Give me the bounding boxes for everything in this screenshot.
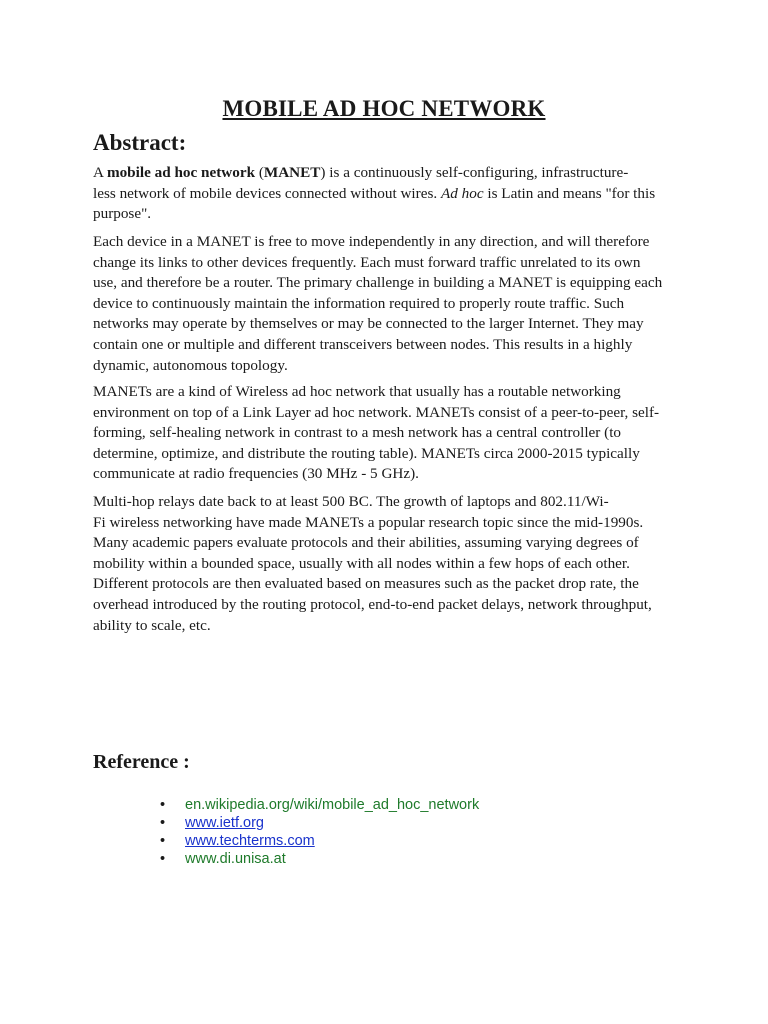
- paragraph-line: environment on top of a Link Layer ad hoc network. MANETs consist of a peer-to-peer, self-: [93, 403, 660, 421]
- bullet-icon: •: [160, 851, 166, 867]
- reference-item-techterms: [160, 832, 479, 850]
- paragraph-line: Fi wireless networking have made MANETs a popular research topic since the mid-1990s.: [93, 513, 644, 531]
- paragraph-line: use, and therefore be a router. The primary challenge in building a MANET is equipping each: [93, 274, 663, 292]
- acronym-bold: MANET: [263, 164, 321, 181]
- paragraph-line: dynamic, autonomous topology.: [93, 356, 288, 374]
- abstract-heading: Abstract:: [93, 130, 187, 155]
- paragraph-line: contain one or multiple and different transceivers between nodes. This results in a highly: [93, 335, 633, 353]
- reference-heading: Reference :: [93, 751, 190, 773]
- paragraph-line: less network of mobile devices connected without wires. Ad hoc is Latin and means "for this: [93, 184, 656, 202]
- paragraph-line: forming, self-healing network in contrast to a mesh network has a central controller (to: [93, 424, 622, 442]
- paragraph-line: overhead introduced by the routing protocol, end-to-end packet delays, network throughput,: [93, 595, 652, 613]
- document-title: MOBILE AD HOC NETWORK: [222, 96, 546, 121]
- paragraph-line: communicate at radio frequencies (30 MHz - 5 GHz).: [93, 465, 419, 483]
- reference-item-unisa: [160, 850, 479, 868]
- bullet-icon: •: [160, 797, 166, 813]
- reference-link-techterms[interactable]: www.techterms.com: [185, 833, 315, 849]
- abstract-paragraph-4: [93, 492, 683, 636]
- paragraph-line: networks may operate by themselves or may be connected to the larger Internet. They may: [93, 315, 644, 333]
- reference-link-wikipedia[interactable]: en.wikipedia.org/wiki/mobile_ad_hoc_network: [185, 797, 480, 813]
- reference-link-ietf[interactable]: www.ietf.org: [185, 815, 264, 831]
- paragraph-line: Different protocols are then evaluated based on measures such as the packet drop rate, the: [93, 575, 639, 593]
- term-bold: mobile ad hoc network: [106, 164, 256, 181]
- bullet-icon: •: [160, 833, 166, 849]
- paragraph-line: determine, optimize, and distribute the routing table). MANETs circa 2000-2015 typically: [93, 444, 640, 462]
- paragraph-line: Multi-hop relays date back to at least 500 BC. The growth of laptops and 802.11/Wi-: [93, 493, 609, 510]
- reference-list: [160, 796, 479, 868]
- reference-link-unisa[interactable]: www.di.unisa.at: [185, 851, 286, 867]
- term-italic: Ad hoc: [440, 184, 484, 202]
- paragraph-line: Many academic papers evaluate protocols and their abilities, assuming varying degrees of: [93, 534, 639, 552]
- reference-item-wikipedia: [160, 796, 479, 814]
- paragraph-line: mobility within a bounded space, usually with all nodes within a few hops of each other.: [93, 554, 630, 572]
- abstract-paragraph-2: [93, 232, 683, 376]
- paragraph-line: Each device in a MANET is free to move independently in any direction, and will therefore: [93, 233, 650, 250]
- reference-item-ietf: [160, 814, 479, 832]
- paragraph-line: device to continuously maintain the information required to properly route traffic. Such: [93, 294, 625, 312]
- abstract-paragraph-1: [93, 163, 683, 225]
- paragraph-line: change its links to other devices frequently. Each must forward traffic unrelated to its own: [93, 253, 641, 271]
- paragraph-line: ability to scale, etc.: [93, 616, 211, 634]
- paragraph-line: purpose".: [93, 205, 152, 223]
- abstract-paragraph-3: [93, 382, 683, 485]
- paragraph-line: A mobile ad hoc network (MANET) is a continuously self-configuring, infrastructure-: [93, 164, 629, 181]
- bullet-icon: •: [160, 815, 166, 831]
- paragraph-line: MANETs are a kind of Wireless ad hoc network that usually has a routable networking: [93, 383, 621, 400]
